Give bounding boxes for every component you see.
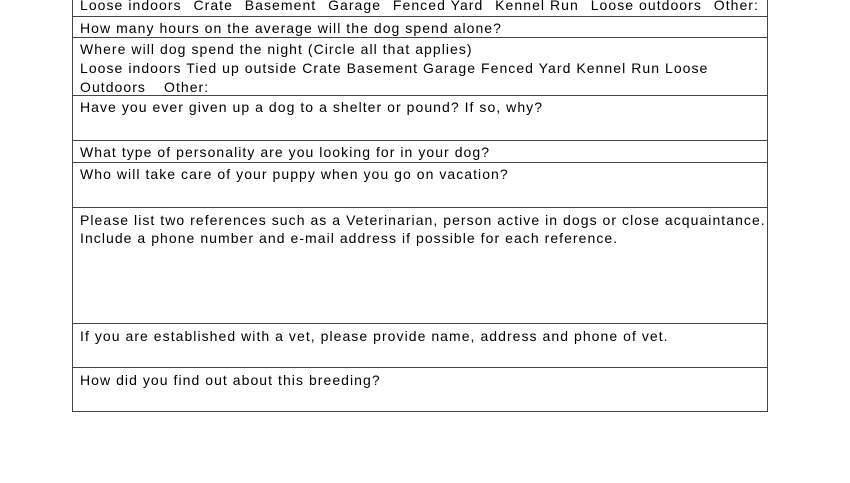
night-option-fenced-yard[interactable]: Fenced Yard xyxy=(481,60,572,76)
night-option-kennel-run[interactable]: Kennel Run xyxy=(576,60,661,76)
referral-label: How did you find out about this breeding? xyxy=(80,372,381,388)
night-location-field[interactable] xyxy=(73,37,767,95)
references-label-line-2: Include a phone number and e-mail address if possible for each reference. xyxy=(80,230,619,246)
option-crate[interactable]: Crate xyxy=(193,0,233,13)
option-kennel-run[interactable]: Kennel Run xyxy=(495,0,579,13)
night-option-basement[interactable]: Basement xyxy=(346,60,419,76)
vet-field[interactable] xyxy=(73,323,767,367)
night-option-other[interactable]: Other: xyxy=(164,79,210,95)
application-form-table xyxy=(72,0,768,412)
night-option-crate[interactable]: Crate xyxy=(302,60,342,76)
hours-alone-field[interactable] xyxy=(73,16,767,37)
personality-field[interactable] xyxy=(73,140,767,162)
night-options-line-2 xyxy=(80,78,759,95)
night-option-loose[interactable]: Loose xyxy=(665,60,709,76)
references-label-line-1: Please list two references such as a Veterinarian, person active in dogs or close acquaintance. xyxy=(80,212,766,228)
option-garage[interactable]: Garage xyxy=(328,0,382,13)
night-option-garage[interactable]: Garage xyxy=(423,60,477,76)
vacation-label: Who will take care of your puppy when you go on vacation? xyxy=(80,166,509,182)
day-location-options-row[interactable] xyxy=(73,0,767,16)
option-basement[interactable]: Basement xyxy=(244,0,317,13)
night-option-outdoors[interactable]: Outdoors xyxy=(80,79,146,95)
personality-label: What type of personality are you looking for in your dog? xyxy=(80,144,491,160)
night-options-line-1 xyxy=(80,59,759,78)
references-field[interactable] xyxy=(73,207,767,323)
hours-alone-label: How many hours on the average will the dog spend alone? xyxy=(80,20,502,36)
option-loose-indoors[interactable]: Loose indoors xyxy=(80,0,182,13)
shelter-label: Have you ever given up a dog to a shelter or pound? If so, why? xyxy=(80,99,544,115)
night-option-tied-up-outside[interactable]: Tied up outside xyxy=(186,60,298,76)
night-location-label: Where will dog spend the night (Circle all that applies) xyxy=(80,41,473,57)
option-loose-outdoors[interactable]: Loose outdoors xyxy=(590,0,702,13)
shelter-field[interactable] xyxy=(73,95,767,140)
vet-label: If you are established with a vet, please provide name, address and phone of vet. xyxy=(80,328,669,344)
night-option-loose-indoors[interactable]: Loose indoors xyxy=(80,60,182,76)
option-fenced-yard[interactable]: Fenced Yard xyxy=(392,0,484,13)
vacation-field[interactable] xyxy=(73,162,767,207)
referral-field[interactable] xyxy=(73,367,767,411)
option-other[interactable]: Other: xyxy=(713,0,759,13)
